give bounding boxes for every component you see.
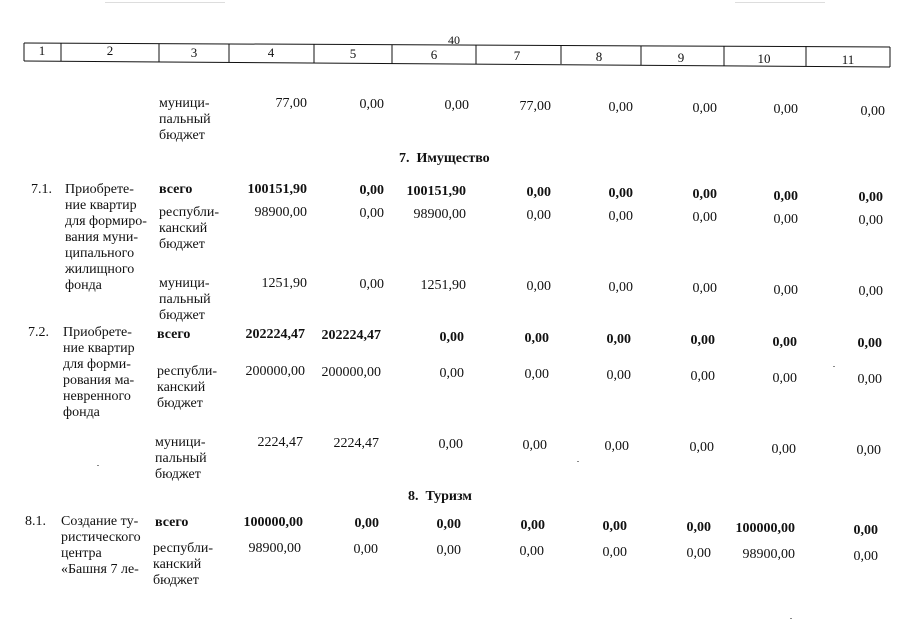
value-cell: 0,00: [359, 97, 384, 112]
value-cell: 100151,90: [247, 182, 307, 197]
page-number: 40: [448, 33, 460, 47]
item-description: Приобрете- ние квартир для формиро- вания муни- ципального жилищного фонда: [65, 182, 147, 293]
value-cell: 0,00: [689, 440, 714, 455]
value-cell: 0,00: [602, 545, 627, 560]
value-cell: 0,00: [853, 523, 878, 538]
value-cell: 0,00: [608, 280, 633, 295]
value-cell: 0,00: [773, 283, 798, 298]
value-cell: 0,00: [439, 366, 464, 381]
value-cell: 0,00: [772, 371, 797, 386]
funding-source-label: всего: [159, 182, 193, 197]
value-cell: 0,00: [608, 186, 633, 201]
value-cell: 0,00: [606, 332, 631, 347]
funding-source-label: муници- пальный бюджет: [155, 435, 207, 482]
value-cell: 1251,90: [261, 276, 307, 291]
value-cell: 0,00: [608, 100, 633, 115]
value-cell: 200000,00: [321, 365, 381, 380]
column-number-9: 9: [677, 50, 685, 65]
funding-source-label: республи- канский бюджет: [159, 205, 219, 252]
item-description: Создание ту- ристического центра «Башня 7 ле-: [61, 514, 141, 577]
value-cell: 98900,00: [742, 547, 795, 562]
value-cell: 100000,00: [243, 515, 303, 530]
scan-edge-line: [105, 2, 225, 3]
column-number-8: 8: [595, 49, 603, 64]
value-cell: 0,00: [858, 190, 883, 205]
scan-speck: [577, 461, 579, 462]
value-cell: 0,00: [526, 185, 551, 200]
value-cell: 2224,47: [333, 436, 379, 451]
value-cell: 0,00: [519, 544, 544, 559]
column-number-4: 4: [267, 45, 275, 60]
column-number-3: 3: [190, 45, 198, 60]
value-cell: 77,00: [275, 96, 307, 111]
value-cell: 0,00: [773, 212, 798, 227]
value-cell: 0,00: [524, 367, 549, 382]
value-cell: 0,00: [608, 209, 633, 224]
value-cell: 77,00: [519, 99, 551, 114]
value-cell: 0,00: [359, 183, 384, 198]
value-cell: 0,00: [686, 546, 711, 561]
value-cell: 0,00: [438, 437, 463, 452]
value-cell: 0,00: [602, 519, 627, 534]
value-cell: 0,00: [860, 104, 885, 119]
column-number-6: 6: [430, 47, 438, 62]
value-cell: 0,00: [354, 516, 379, 531]
item-number: 7.1.: [31, 182, 52, 197]
value-cell: 0,00: [773, 189, 798, 204]
value-cell: 98900,00: [413, 207, 466, 222]
value-cell: 0,00: [444, 98, 469, 113]
column-number-1: 1: [38, 43, 46, 58]
item-number: 7.2.: [28, 325, 49, 340]
value-cell: 0,00: [692, 101, 717, 116]
value-cell: 100151,90: [406, 184, 466, 199]
value-cell: 0,00: [690, 333, 715, 348]
funding-source-label: всего: [155, 515, 189, 530]
funding-source-label: республи- канский бюджет: [153, 541, 213, 588]
value-cell: 0,00: [604, 439, 629, 454]
value-cell: 0,00: [526, 208, 551, 223]
value-cell: 200000,00: [245, 364, 305, 379]
value-cell: 0,00: [773, 102, 798, 117]
value-cell: 202224,47: [321, 328, 381, 343]
section-heading-tourism: 8. Туризм: [408, 489, 472, 504]
section-heading-property: 7. Имущество: [399, 151, 490, 166]
value-cell: 0,00: [520, 518, 545, 533]
scan-speck: [97, 465, 99, 466]
scan-speck: [790, 618, 792, 619]
value-cell: 0,00: [526, 279, 551, 294]
column-number-2: 2: [106, 43, 114, 58]
value-cell: 0,00: [436, 543, 461, 558]
column-number-header: [24, 43, 890, 73]
value-cell: 0,00: [692, 187, 717, 202]
value-cell: 0,00: [857, 336, 882, 351]
value-cell: 2224,47: [257, 435, 303, 450]
value-cell: 0,00: [522, 438, 547, 453]
column-number-5: 5: [349, 46, 357, 61]
value-cell: 0,00: [606, 368, 631, 383]
value-cell: 0,00: [858, 213, 883, 228]
value-cell: 0,00: [771, 442, 796, 457]
value-cell: 98900,00: [254, 205, 307, 220]
value-cell: 0,00: [439, 330, 464, 345]
value-cell: 0,00: [772, 335, 797, 350]
funding-source-label: муници- пальный бюджет: [159, 96, 211, 143]
value-cell: 0,00: [359, 206, 384, 221]
value-cell: 0,00: [524, 331, 549, 346]
value-cell: 0,00: [359, 277, 384, 292]
value-cell: 0,00: [857, 372, 882, 387]
value-cell: 0,00: [436, 517, 461, 532]
value-cell: 0,00: [692, 281, 717, 296]
scan-speck: [833, 366, 835, 367]
value-cell: 98900,00: [248, 541, 301, 556]
value-cell: 0,00: [856, 443, 881, 458]
value-cell: 0,00: [353, 542, 378, 557]
value-cell: 1251,90: [420, 278, 466, 293]
funding-source-label: всего: [157, 327, 191, 342]
value-cell: 0,00: [858, 284, 883, 299]
funding-source-label: республи- канский бюджет: [157, 364, 217, 411]
column-number-10: 10: [757, 51, 771, 66]
item-number: 8.1.: [25, 514, 46, 529]
item-description: Приобрете- ние квартир для форми- рования ма- невренного фонда: [63, 325, 135, 420]
column-number-7: 7: [513, 48, 521, 63]
value-cell: 100000,00: [735, 521, 795, 536]
value-cell: 202224,47: [245, 327, 305, 342]
value-cell: 0,00: [686, 520, 711, 535]
value-cell: 0,00: [692, 210, 717, 225]
value-cell: 0,00: [853, 549, 878, 564]
column-number-11: 11: [841, 52, 855, 67]
funding-source-label: муници- пальный бюджет: [159, 276, 211, 323]
value-cell: 0,00: [690, 369, 715, 384]
scan-edge-line: [735, 2, 825, 3]
